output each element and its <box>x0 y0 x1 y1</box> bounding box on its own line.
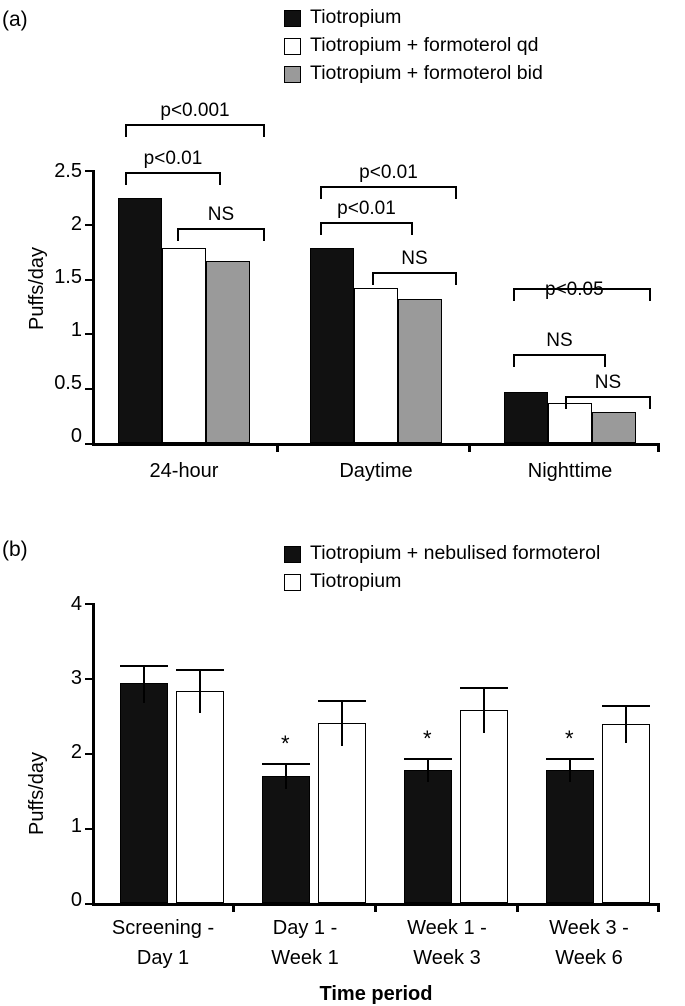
bar-day1-week1-nebulised <box>262 776 310 903</box>
panel-a-x-tick <box>657 443 660 452</box>
legend-label: Tiotropium + formoterol bid <box>310 62 543 85</box>
legend-swatch-gray-icon <box>284 66 301 83</box>
significance-label: NS <box>594 372 622 393</box>
error-bar <box>120 665 168 703</box>
legend-label: Tiotropium + formoterol qd <box>310 34 539 57</box>
error-bar <box>404 758 452 782</box>
bar-24hour-tiotropium <box>118 198 162 443</box>
panel-a-ytick-label: 1.5 <box>54 266 82 288</box>
panel-b-y-tick <box>85 603 92 605</box>
legend-swatch-black-icon <box>284 10 301 27</box>
bar-week3-week6-nebulised <box>546 770 594 903</box>
legend-item <box>284 4 543 32</box>
legend-swatch-white-icon <box>284 38 301 55</box>
legend-swatch-black-icon <box>284 546 301 563</box>
significance-label: NS <box>207 204 235 225</box>
significance-label: p<0.05 <box>545 279 604 300</box>
panel-b-xtick-label: Week 3 <box>413 947 481 969</box>
significance-bracket <box>565 396 651 409</box>
bar-nighttime-tiotropium <box>504 392 548 443</box>
panel-b-y-axis <box>92 603 95 905</box>
bar-nighttime-formoterol-qd <box>548 403 592 443</box>
significance-label: p<0.01 <box>359 162 418 183</box>
panel-b-xtick-label: Week 6 <box>555 947 623 969</box>
error-bar <box>262 763 310 789</box>
bar-daytime-formoterol-bid <box>398 299 442 443</box>
panel-b-y-tick <box>85 828 92 830</box>
significance-label: p<0.001 <box>160 100 230 121</box>
panel-b-ytick-label: 4 <box>70 593 82 615</box>
panel-b-ytick-label: 0 <box>70 889 82 911</box>
panel-b-x-tick <box>516 903 519 912</box>
significance-label: NS <box>546 330 573 351</box>
legend-item <box>284 60 543 88</box>
panel-b-ytick-label: 2 <box>70 741 82 763</box>
significance-bracket <box>125 124 265 137</box>
panel-a-xtick-label: Nighttime <box>527 460 613 482</box>
significance-star: * <box>281 731 290 756</box>
bar-screening-day1-nebulised <box>120 683 168 903</box>
legend-item <box>284 32 543 60</box>
bar-daytime-tiotropium <box>310 248 354 443</box>
panel-b-y-tick <box>85 903 92 905</box>
panel-b-xtick-label: Week 1 <box>271 947 339 969</box>
panel-a-x-axis <box>92 443 660 446</box>
significance-bracket <box>320 222 413 235</box>
panel-b-x-tick <box>657 903 660 912</box>
error-bar <box>176 669 224 713</box>
panel-b <box>0 505 685 1005</box>
panel-b-y-tick <box>85 753 92 755</box>
panel-b-xtick-label: Screening - <box>111 917 215 939</box>
panel-b-legend <box>284 540 600 596</box>
panel-b-xtick-label: Day 1 - <box>272 917 338 939</box>
significance-bracket <box>372 272 457 285</box>
bar-week3-week6-tiotropium <box>602 724 650 903</box>
panel-a-y-tick <box>85 224 92 226</box>
panel-a-x-tick <box>468 443 471 452</box>
panel-b-x-tick <box>232 903 235 912</box>
panel-a-y-tick <box>85 170 92 172</box>
bar-week1-week3-tiotropium <box>460 710 508 903</box>
legend-label: Tiotropium <box>310 6 402 29</box>
panel-a-legend <box>284 4 543 88</box>
significance-bracket <box>125 172 221 185</box>
bar-day1-week1-tiotropium <box>318 723 366 903</box>
significance-bracket <box>177 228 265 241</box>
bar-24hour-formoterol-bid <box>206 261 250 443</box>
error-bar <box>546 758 594 782</box>
panel-b-xtick-label: Day 1 <box>136 947 190 969</box>
panel-a-xtick-label: Daytime <box>339 460 413 482</box>
significance-label: p<0.01 <box>337 198 396 219</box>
panel-a-x-tick <box>276 443 279 452</box>
error-bar <box>318 700 366 746</box>
panel-a-label: (a) <box>2 8 28 31</box>
bar-screening-day1-tiotropium <box>176 691 224 903</box>
panel-a-y-tick <box>85 279 92 281</box>
error-bar <box>460 687 508 733</box>
panel-a-y-tick <box>85 333 92 335</box>
panel-a-ytick-label: 0.5 <box>54 372 82 394</box>
panel-a-y-axis-title: Puffs/day <box>26 246 48 330</box>
legend-label: Tiotropium <box>310 570 402 593</box>
panel-a-y-tick <box>85 388 92 390</box>
significance-star: * <box>423 726 432 751</box>
panel-b-xtick-label: Week 3 - <box>549 917 629 939</box>
panel-b-x-axis-title: Time period <box>319 983 433 1005</box>
panel-a-xtick-label: 24-hour <box>149 460 219 482</box>
bar-week1-week3-nebulised <box>404 770 452 903</box>
panel-a-y-axis <box>92 170 95 445</box>
panel-b-y-tick <box>85 678 92 680</box>
significance-bracket <box>513 354 606 367</box>
panel-a-ytick-label: 2 <box>70 213 82 235</box>
panel-a-ytick-label: 1 <box>70 319 82 341</box>
panel-b-xtick-label: Week 1 - <box>407 917 487 939</box>
panel-b-label: (b) <box>2 538 28 561</box>
panel-a-ytick-label: 2.5 <box>54 160 82 182</box>
legend-swatch-white-icon <box>284 574 301 591</box>
significance-label: p<0.01 <box>143 148 203 169</box>
legend-item <box>284 568 600 596</box>
bar-24hour-formoterol-qd <box>162 248 206 443</box>
error-bar <box>602 705 650 743</box>
significance-label: NS <box>401 248 428 269</box>
panel-a-y-tick <box>85 443 92 445</box>
legend-item <box>284 540 600 568</box>
bar-nighttime-formoterol-bid <box>592 412 636 443</box>
panel-b-ytick-label: 3 <box>70 667 82 689</box>
panel-b-ytick-label: 1 <box>70 815 82 837</box>
panel-b-x-tick <box>374 903 377 912</box>
panel-b-y-axis-title: Puffs/day <box>26 751 48 835</box>
legend-label: Tiotropium + nebulised formoterol <box>310 542 601 565</box>
bar-daytime-formoterol-qd <box>354 288 398 443</box>
panel-a-ytick-label: 0 <box>70 425 82 447</box>
significance-star: * <box>565 726 574 751</box>
